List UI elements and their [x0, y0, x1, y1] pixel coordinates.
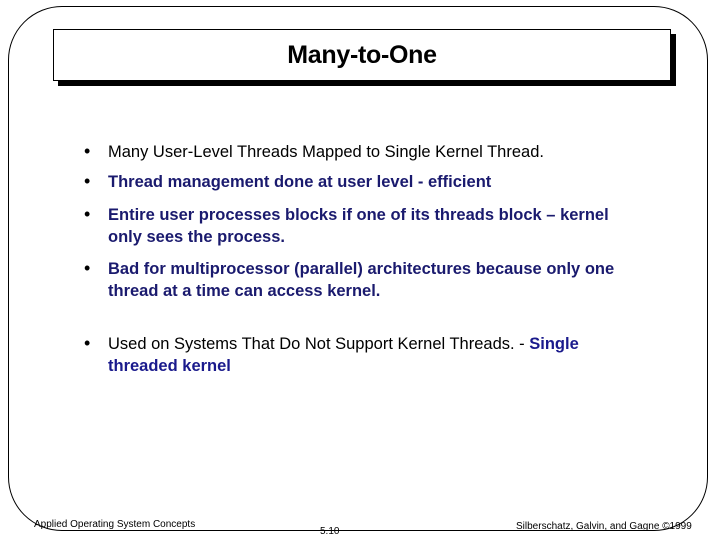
title-box [53, 29, 671, 81]
bullet-marker: • [84, 171, 91, 191]
bullet-marker: • [84, 204, 91, 224]
slide-title: Many-to-One [287, 40, 437, 69]
bullet-text: Many User-Level Threads Mapped to Single Kernel Thread. [108, 143, 544, 161]
bullet-text: Entire user processes blocks if one of its threads block – kernel only sees the process. [108, 206, 609, 246]
bullet-marker: • [84, 258, 91, 278]
footer-left: Applied Operating System Concepts [34, 519, 196, 530]
bullet-text: Bad for multiprocessor (parallel) architectures because only one thread at a time can access kernel. [108, 260, 615, 300]
bullet-text: Used on Systems That Do Not Support Kernel Threads. - [108, 335, 530, 353]
bullet-marker: • [84, 141, 91, 161]
page-number: 5.10 [320, 526, 340, 537]
bullet-text-group [108, 333, 644, 377]
bullet-text: Thread management done at user level - efficient [108, 173, 492, 191]
bullet-marker: • [84, 333, 91, 353]
bullet-emphasis: Single threaded kernel [108, 335, 579, 375]
footer-right: Silberschatz, Galvin, and Gagne ©1999 [516, 521, 692, 532]
